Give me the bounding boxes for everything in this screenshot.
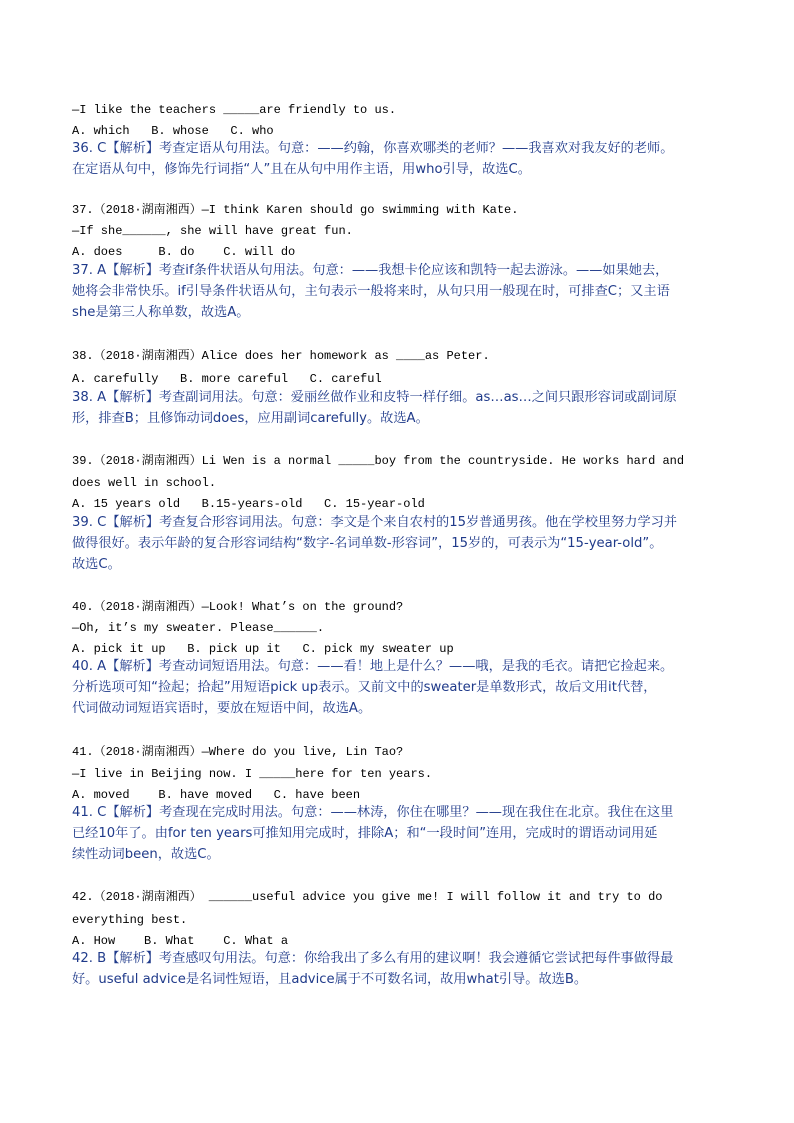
question-stem: —I live in Beijing now. I _____here for ten years. [72, 767, 433, 781]
question-stem: —If she______, she will have great fun. [72, 224, 353, 238]
question-stem: everything best. [72, 913, 188, 927]
question-stem: 42.（2018·湖南湘西） ______useful advice you give me! I will follow it and try to do [72, 890, 663, 904]
answer-options: A. pick it up B. pick up it C. pick my sweater up [72, 642, 454, 656]
question-36 [72, 96, 724, 186]
question-stem: 37.（2018·湖南湘西）—I think Karen should go swimming with Kate. [72, 203, 519, 217]
answer-explanation: 形，排查B；且修饰动词does，应用副词carefully。故选A。 [72, 411, 429, 426]
answer-options: A. How B. What C. What a [72, 934, 289, 948]
answer-options: A. moved B. have moved C. have been [72, 788, 361, 802]
answer-explanation: 故选C。 [72, 557, 121, 572]
answer-explanation: 做得很好。表示年龄的复合形容词结构“数字-名词单数-形容词”，15岁的，可表示为“15-year-old”。 [72, 536, 663, 551]
answer-options: A. which B. whose C. who [72, 124, 274, 138]
question-stem: 38.（2018·湖南湘西）Alice does her homework as ____as Peter. [72, 349, 490, 363]
answer-explanation: she是第三人称单数，故选A。 [72, 305, 250, 320]
answer-explanation: 42. B【解析】考查感叹句用法。句意：你给我出了多么有用的建议啊！我会遵循它尝试把每件事做得最 [72, 951, 674, 966]
answer-explanation: 代词做动词短语宾语时，要放在短语中间，故选A。 [72, 701, 372, 716]
question-stem: 40.（2018·湖南湘西）—Look! What’s on the ground? [72, 600, 404, 614]
answer-explanation: 分析选项可知“捡起；拾起”用短语pick up表示。又前文中的sweater是单数形式，故后文用it代替， [72, 680, 657, 695]
answer-explanation: 续性动词been，故选C。 [72, 847, 220, 862]
answer-explanation: 38. A【解析】考查副词用法。句意：爱丽丝做作业和皮特一样仔细。as…as…之间只跟形容词或副词原 [72, 390, 677, 405]
answer-explanation: 36. C【解析】考查定语从句用法。句意：——约翰，你喜欢哪类的老师？——我喜欢对我友好的老师。 [72, 141, 674, 156]
answer-options: A. 15 years old B.15-years-old C. 15-year-old [72, 497, 425, 511]
answer-explanation: 她将会非常快乐。if引导条件状语从句，主句表示一般将来时，从句只用一般现在时，可排查C；又主语 [72, 284, 670, 299]
question-stem: —Oh, it’s my sweater. Please______. [72, 621, 325, 635]
answer-explanation: 41. C【解析】考查现在完成时用法。句意：——林涛，你住在哪里？——现在我住在北京。我住在这里 [72, 805, 674, 820]
question-stem: 39.（2018·湖南湘西）Li Wen is a normal _____boy from the countryside. He works hard and [72, 454, 685, 468]
answer-explanation: 40. A【解析】考查动词短语用法。句意：——看！地上是什么？——哦，是我的毛衣。请把它捡起来。 [72, 659, 674, 674]
question-38 [72, 348, 724, 438]
answer-explanation: 在定语从句中，修饰先行词指“人”且在从句中用作主语，用who引导，故选C。 [72, 162, 531, 177]
answer-options: A. carefully B. more careful C. careful [72, 372, 382, 386]
answer-explanation: 已经10年了。由for ten years可推知用完成时，排除A；和“一段时间”连用，完成时的谓语动词用延 [72, 826, 658, 841]
question-39 [72, 453, 724, 573]
answer-options: A. does B. do C. will do [72, 245, 296, 259]
question-41 [72, 744, 724, 864]
question-stem: does well in school. [72, 476, 217, 490]
answer-explanation: 好。useful advice是名词性短语，且advice属于不可数名词，故用what引导。故选B。 [72, 972, 588, 987]
answer-explanation: 39. C【解析】考查复合形容词用法。句意：李文是个来自农村的15岁普通男孩。他在学校里努力学习并 [72, 515, 678, 530]
question-37 [72, 202, 724, 332]
question-stem: —I like the teachers _____are friendly to us. [72, 103, 397, 117]
answer-explanation: 37. A【解析】考查if条件状语从句用法。句意：——我想卡伦应该和凯特一起去游泳。——如果她去， [72, 263, 669, 278]
question-42 [72, 889, 724, 989]
question-40 [72, 599, 724, 719]
question-stem: 41.（2018·湖南湘西）—Where do you live, Lin Tao? [72, 745, 404, 759]
